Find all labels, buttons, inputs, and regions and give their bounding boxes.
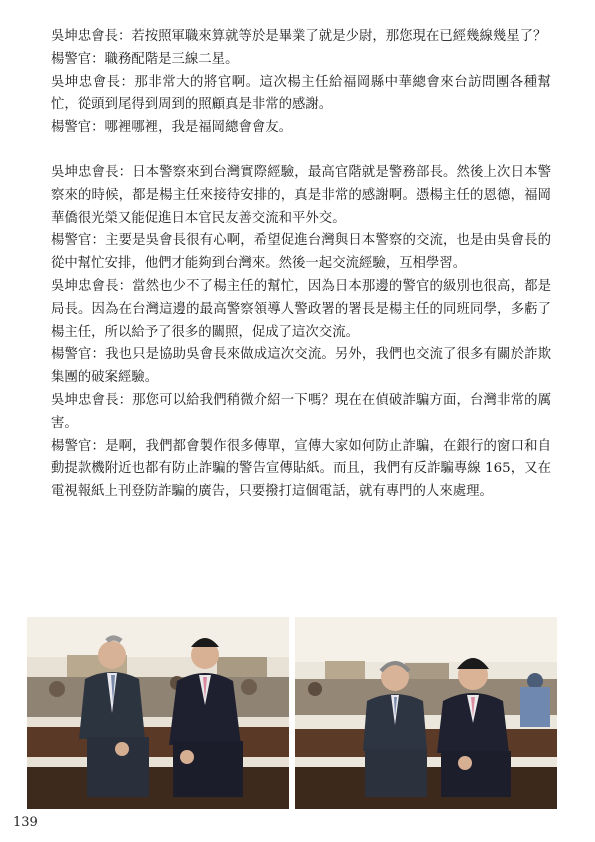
- photo-illustration: [295, 617, 557, 809]
- page-number: 139: [13, 815, 38, 830]
- dialogue-line: 楊警官：我也只是協助吳會長來做成這次交流。另外，我們也交流了很多有關於詐欺集團的破案經驗。: [51, 347, 551, 386]
- interview-text: [51, 26, 551, 504]
- dialogue-line: 吳坤忠會長：那非常大的將官啊。這次楊主任給福岡縣中華總會來台訪問團各種幫忙，從頭到尾得到周到的照顧真是非常的感謝。: [51, 74, 551, 113]
- dialogue-line: 楊警官：職務配階是三線二星。: [51, 51, 239, 67]
- dialogue-line: 吳坤忠會長：若按照軍職來算就等於是畢業了就是少尉，那您現在已經幾線幾星了？: [51, 29, 547, 44]
- photo-men-talking: [27, 617, 289, 809]
- dialogue-line: 楊警官：主要是吳會長很有心啊，希望促進台灣與日本警察的交流，也是由吳會長的從中幫忙安排，他們才能夠到台灣來。然後一起交流經驗，互相學習。: [51, 233, 551, 272]
- dialogue-line: 吳坤忠會長：那您可以給我們稍微介紹一下嗎？現在在偵破詐騙方面，台灣非常的厲害。: [51, 392, 551, 431]
- dialogue-line: 楊警官：是啊，我們都會製作很多傳單，宣傳大家如何防止詐騙，在銀行的窗口和自動提款機附近也都有防止詐騙的警告宣傳貼紙。而且，我們有反詐騙專線 165，又在電視報紙上刊登防詐騙的廣告，只要撥打這個電話，就有專門的人來處理。: [51, 438, 551, 500]
- dialogue-line: 吳坤忠會長：當然也少不了楊主任的幫忙，因為日本那邊的警官的級別也很高，都是局長。因為在台灣這邊的最高警察領導人警政署的署長是楊主任的同班同學，多虧了楊主任，所以給予了很多的關照，促成了這次交流。: [51, 278, 551, 340]
- photo-illustration: [27, 617, 289, 809]
- paragraph-gap: [51, 140, 551, 162]
- dialogue-line: 吳坤忠會長：日本警察來到台灣實際經驗，最高官階就是警務部長。然後上次日本警察來的時候，都是楊主任來接待安排的，真是非常的感謝啊。憑楊主任的恩德，福岡華僑很光榮又能促進日本官民友善交流和平外交。: [51, 164, 551, 226]
- photo-men-smiling: [295, 617, 557, 809]
- dialogue-line: 楊警官：哪裡哪裡，我是福岡總會會友。: [51, 120, 293, 136]
